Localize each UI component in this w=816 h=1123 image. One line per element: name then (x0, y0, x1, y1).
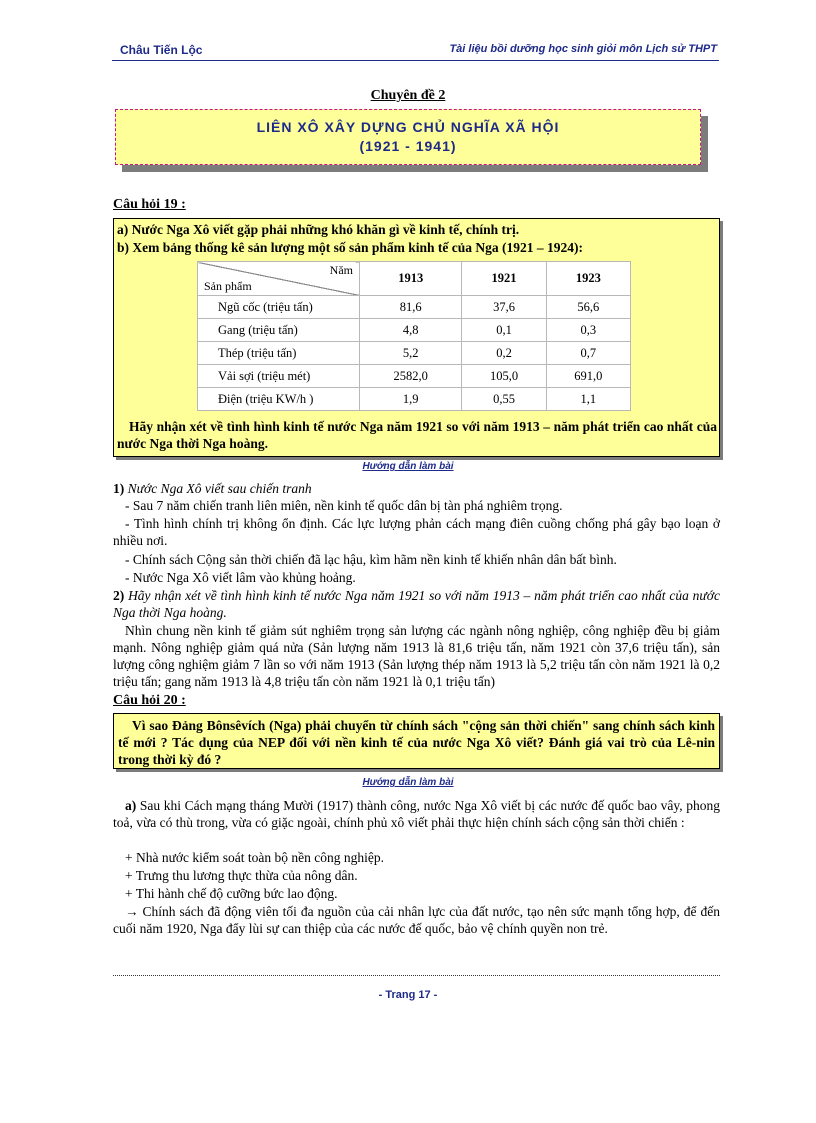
question-19-label: Câu hỏi 19 : (113, 197, 186, 212)
product-cell: Gang (triệu tấn) (198, 319, 360, 342)
question-20-box: Vì sao Đảng Bônsêvích (Nga) phải chuyển từ chính sách "cộng sản thời chiến" sang chính sách kinh tế mới ? Tác dụng của NEP đối với nền kinh tế của nước Nga Xô viết? Đánh giá vai trò của Lê-nin trong thời kỳ đó ? (113, 713, 720, 769)
production-table (197, 261, 631, 411)
value-cell: 56,6 (546, 296, 630, 319)
table-row (198, 342, 631, 365)
table-header-row (198, 262, 631, 296)
value-cell: 1,9 (360, 388, 462, 411)
answer-19-num-1: 1) (113, 481, 125, 496)
value-cell: 1,1 (546, 388, 630, 411)
year-header: 1913 (360, 262, 462, 296)
value-cell: 0,7 (546, 342, 630, 365)
answer-20-paragraph-a (113, 797, 720, 831)
question-19-line-a: a) Nước Nga Xô viết gặp phải những khó khăn gì về kinh tế, chính trị. (117, 222, 520, 237)
value-cell: 0,2 (462, 342, 546, 365)
value-cell: 0,55 (462, 388, 546, 411)
answer-20-label-a: a) (125, 798, 137, 813)
arrow-icon: → (125, 904, 139, 919)
year-header: 1923 (546, 262, 630, 296)
answer-20-conclusion-text: Chính sách đã động viên tối đa nguồn của cải nhân lực của đất nước, tạo nên sức mạnh tổng hợp, để đến cuối năm 1920, Nga đẩy lùi sự can thiệp của các nước đế quốc, bảo vệ chính quyền non trẻ. (113, 904, 720, 936)
answer-19-title-2: Hãy nhận xét về tình hình kinh tế nước Nga năm 1921 so với năm 1913 – năm phát triển cao nhất của nước Nga thời Nga hoàng. (113, 588, 720, 620)
header-year-label: Năm (329, 263, 353, 277)
footer-divider (113, 975, 720, 976)
answer-19-num-2: 2) (113, 588, 125, 603)
value-cell: 105,0 (462, 365, 546, 388)
guide-label-19: Hướng dẫn làm bài (362, 461, 454, 472)
topic-title-box (115, 109, 701, 165)
header-author: Châu Tiến Lộc (120, 43, 203, 57)
value-cell: 691,0 (546, 365, 630, 388)
answer-20-conclusion (113, 903, 720, 937)
value-cell: 81,6 (360, 296, 462, 319)
product-cell: Vải sợi (triệu mét) (198, 365, 360, 388)
value-cell: 5,2 (360, 342, 462, 365)
answer-19-title-1: Nước Nga Xô viết sau chiến tranh (127, 481, 312, 496)
page-number: - Trang 17 - (378, 989, 438, 1001)
value-cell: 0,1 (462, 319, 546, 342)
year-header: 1921 (462, 262, 546, 296)
product-cell: Thép (triệu tấn) (198, 342, 360, 365)
answer-20-text-a: Sau khi Cách mạng tháng Mười (1917) thành công, nước Nga Xô viết bị các nước đế quốc bao vây, phong toả, vừa có thù trong, vừa có giặc ngoài, chính phủ xô viết phải thực hiện chính sách cộng sản thời chiến : (113, 798, 721, 830)
product-cell: Điện (triệu KW/h ) (198, 388, 360, 411)
topic-label: Chuyên đề 2 (370, 88, 446, 103)
question-19-line-b: b) Xem bảng thống kê sản lượng một số sản phẩm kinh tế của Nga (1921 – 1924): (117, 240, 584, 255)
question-20-label: Câu hỏi 20 : (113, 693, 186, 708)
question-19-box (113, 218, 720, 457)
header-product-label: Sản phẩm (204, 279, 252, 293)
topic-title-line2: (1921 - 1941) (359, 138, 457, 154)
table-row (198, 296, 631, 319)
product-cell: Ngũ cốc (triệu tấn) (198, 296, 360, 319)
question-19-ask: Hãy nhận xét về tình hình kinh tế nước Nga năm 1921 so với năm 1913 – năm phát triển cao nhất của nước Nga thời Nga hoàng. (117, 419, 717, 451)
guide-label-20: Hướng dẫn làm bài (362, 777, 454, 788)
answer-19-body: Nhìn chung nền kinh tế giảm sút nghiêm trọng sản lượng các ngành nông nghiệp, công nghiệp đều bị giảm mạnh. Nông nghiệp giảm quá nửa (Sản lượng năm 1913 là 81,6 triệu tấn, năm 1921 còn 37,6 triệu tấn), sản lượng công nghiệm giảm 7 lần so với năm 1913 (Sản lượng thép năm 1913 là 5,2 triệu tấn còn năm 1921 là 0,2 triệu tấn; gang năm 1913 là 4,8 triệu tấn còn năm 1921 là 0,1 triệu tấn) (113, 623, 720, 689)
topic-title-line1: LIÊN XÔ XÂY DỰNG CHỦ NGHĨA XÃ HỘI (256, 119, 560, 135)
value-cell: 2582,0 (360, 365, 462, 388)
value-cell: 4,8 (360, 319, 462, 342)
answer-19-heading-1 (113, 480, 720, 497)
answer-19-bullet: - Chính sách Cộng sản thời chiến đã lạc hậu, kìm hãm nền kinh tế khiến nhân dân bất bình. (125, 552, 617, 567)
table-corner-cell (198, 262, 360, 296)
answer-20-bullet: + Trưng thu lương thực thừa của nông dân. (125, 868, 358, 883)
table-row (198, 388, 631, 411)
table-row (198, 319, 631, 342)
answer-19-heading-2 (113, 587, 720, 621)
page-header (112, 43, 719, 61)
value-cell: 0,3 (546, 319, 630, 342)
value-cell: 37,6 (462, 296, 546, 319)
answer-19-bullet: - Nước Nga Xô viết lâm vào khủng hoảng. (125, 570, 356, 585)
answer-20-bullet: + Thi hành chế độ cưỡng bức lao động. (125, 886, 338, 901)
header-doc-title: Tài liệu bồi dưỡng học sinh giỏi môn Lịch sử THPT (449, 43, 717, 55)
answer-19-bullet: - Sau 7 năm chiến tranh liên miên, nền kinh tế quốc dân bị tàn phá nghiêm trọng. (125, 498, 563, 513)
answer-20-bullet: + Nhà nước kiểm soát toàn bộ nền công nghiệp. (125, 850, 385, 865)
table-row (198, 365, 631, 388)
answer-19-bullet: - Tình hình chính trị không ổn định. Các lực lượng phản cách mạng điên cuồng chống phá gây bạo loạn ở nhiều nơi. (113, 516, 720, 548)
